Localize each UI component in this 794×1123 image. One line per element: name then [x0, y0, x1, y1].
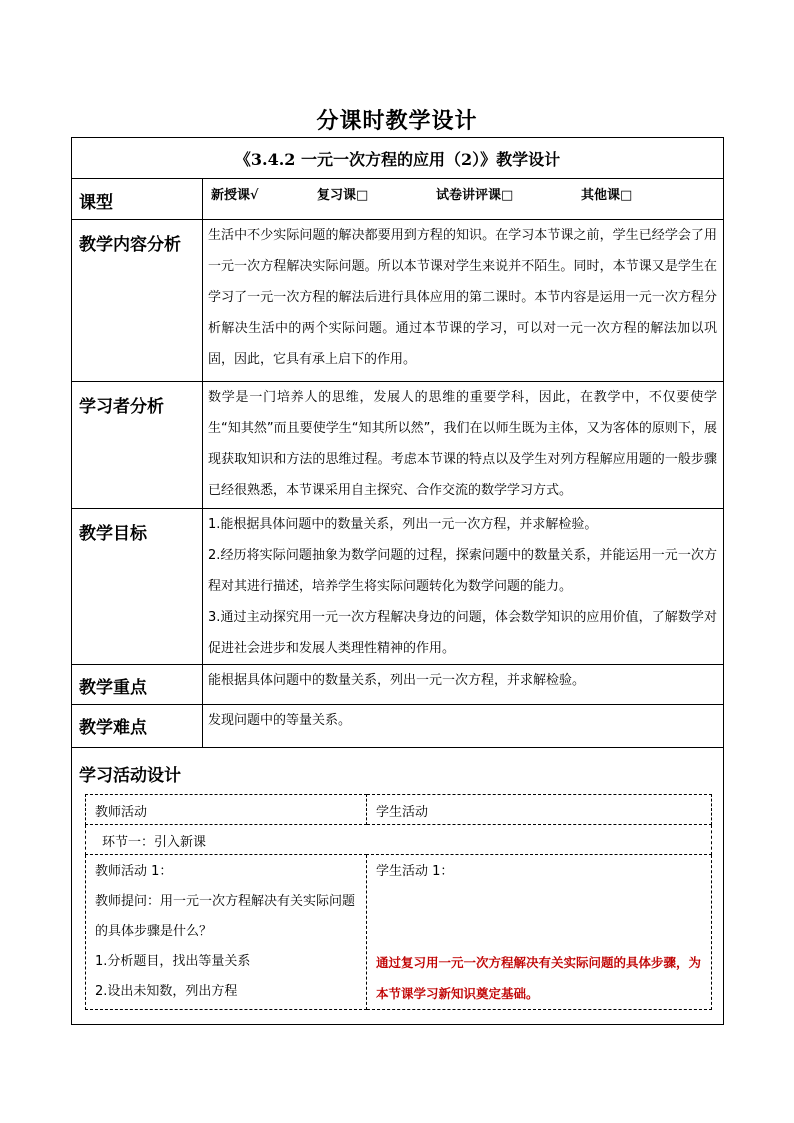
student-activity-note: 通过复习用一元一次方程解决有关实际问题的具体步骤，为本节课学习新知识奠定基础。 [376, 955, 702, 1001]
learner-analysis-text: 数学是一门培养人的思维，发展人的思维的重要学科，因此，在教学中，不仅要使学生“知其然”而且要使学生“知其所以然”，我们在以师生既为主体，又为客体的原则下，展现获取知识和方法的思维过程。考虑本节课的特点以及学生对列方程解应用题的一般步骤已经很熟悉，本节课采用自主探究、合作交流的数学学习方式。 [203, 382, 724, 509]
objectives-label: 教学目标 [72, 509, 203, 665]
type-label: 课型 [72, 179, 203, 220]
learner-analysis-label: 学习者分析 [72, 382, 203, 509]
key-points-label: 教学重点 [72, 665, 203, 705]
activity-design-section [72, 748, 724, 1025]
type-option-review: 复习课□ [317, 188, 369, 203]
student-activity-header: 学生活动 [367, 795, 712, 825]
student-activity-1-label: 学生活动 1： [376, 864, 454, 879]
difficulties-label: 教学难点 [72, 705, 203, 748]
type-option-exam: 试卷讲评课□ [436, 188, 514, 203]
activity-heading: 学习活动设计 [79, 766, 181, 786]
type-option-new: 新授课√ [211, 188, 259, 203]
content-analysis-label: 教学内容分析 [72, 220, 203, 382]
teacher-activity-1-label: 教师活动 1： [95, 864, 173, 879]
stage-one-title: 环节一：引入新课 [86, 825, 712, 855]
lesson-design-table [71, 137, 724, 1025]
type-options [203, 179, 724, 220]
objective-item: 2.经历将实际问题抽象为数学问题的过程，探索问题中的数量关系，并能运用一元一次方程对其进行描述，培养学生将实际问题转化为数学问题的能力。 [208, 548, 717, 594]
step-item: 2.设出未知数，列出方程 [95, 984, 238, 999]
document-title: 分课时教学设计 [316, 109, 478, 134]
objective-item: 1.能根据具体问题中的数量关系，列出一元一次方程，并求解检验。 [208, 517, 598, 532]
key-points-text: 能根据具体问题中的数量关系，列出一元一次方程，并求解检验。 [203, 665, 724, 705]
student-activity-1 [367, 855, 712, 1010]
content-analysis-text: 生活中不少实际问题的解决都要用到方程的知识。在学习本节课之前，学生已经学会了用一元一次方程解决实际问题。所以本节课对学生来说并不陌生。同时，本节课又是学生在学习了一元一次方程的解法后进行具体应用的第二课时。本节内容是运用一元一次方程分析解决生活中的两个实际问题。通过本节课的学习，可以对一元一次方程的解法加以巩固，因此，它具有承上启下的作用。 [203, 220, 724, 382]
objective-item: 3.通过主动探究用一元一次方程解决身边的问题，体会数学知识的应用价值，了解数学对促进社会进步和发展人类理性精神的作用。 [208, 610, 717, 656]
objectives-list [203, 509, 724, 665]
lesson-subtitle: 《3.4.2 一元一次方程的应用（2）》教学设计 [72, 138, 724, 179]
teacher-question: 教师提问：用一元一次方程解决有关实际问题的具体步骤是什么？ [95, 894, 356, 939]
difficulties-text: 发现问题中的等量关系。 [203, 705, 724, 748]
step-item: 1.分析题目，找出等量关系 [95, 954, 251, 969]
teacher-activity-1 [86, 855, 367, 1010]
teacher-activity-header: 教师活动 [86, 795, 367, 825]
activity-table [85, 794, 712, 1010]
type-option-other: 其他课□ [581, 188, 633, 203]
